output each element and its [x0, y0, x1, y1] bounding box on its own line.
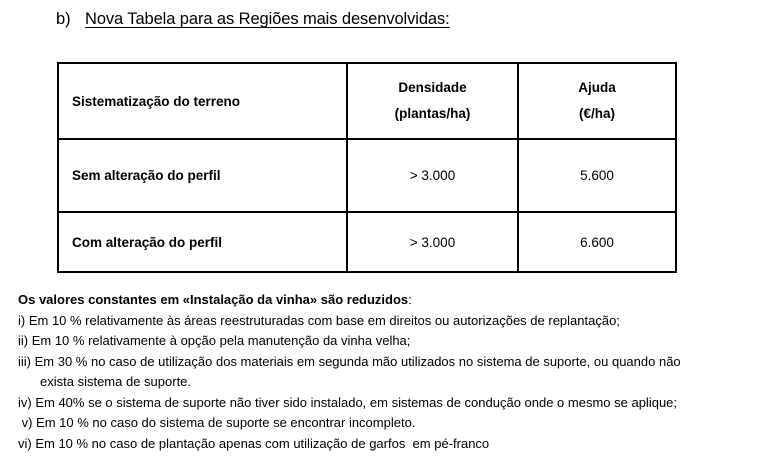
section-marker: b)	[56, 10, 71, 28]
table-row	[58, 139, 676, 212]
header-terrain-systematization	[58, 63, 347, 139]
row-density: > 3.000	[347, 139, 518, 212]
header-aid-label: Ajuda	[578, 80, 616, 95]
reduction-notes	[18, 290, 681, 454]
header-terrain-label: Sistematização do terreno	[72, 93, 241, 109]
note-item-v: v) Em 10 % no caso do sistema de suporte se encontrar incompleto.	[18, 415, 416, 430]
note-item-iv: iv) Em 40% se o sistema de suporte não tiver sido instalado, em sistemas de condução onde o mesmo se aplique;	[18, 394, 678, 410]
row-density: > 3.000	[347, 212, 518, 272]
note-item-ii: ii) Em 10 % relativamente à opção pela manutenção da vinha velha;	[18, 333, 411, 348]
table-header-row	[58, 63, 676, 139]
section-heading	[56, 10, 450, 29]
row-aid: 6.600	[518, 212, 676, 272]
header-aid	[518, 63, 676, 139]
section-title: Nova Tabela para as Regiões mais desenvolvidas:	[85, 10, 450, 28]
header-aid-unit: (€/ha)	[578, 106, 615, 121]
notes-intro-suffix: :	[408, 292, 412, 307]
row-aid: 5.600	[518, 139, 676, 212]
row-label: Com alteração do perfil	[58, 212, 347, 272]
note-item-iii: iii) Em 30 % no caso de utilização dos materiais em segunda mão utilizados no sistema de suporte, ou quando não	[18, 353, 681, 369]
note-item-vi: vi) Em 10 % no caso de plantação apenas com utilização de garfos em pé-franco	[18, 435, 490, 451]
row-label: Sem alteração do perfil	[58, 139, 347, 212]
note-item-i: i) Em 10 % relativamente às áreas reestruturadas com base em direitos ou autorizações de replantação;	[18, 312, 620, 328]
notes-intro-bold: Os valores constantes em «Instalação da vinha» são reduzidos	[18, 292, 409, 307]
notes-intro	[18, 290, 681, 311]
header-density	[347, 63, 518, 139]
aid-table	[57, 62, 677, 273]
table-row	[58, 212, 676, 272]
note-item-iii-continuation: exista sistema de suporte.	[40, 374, 192, 389]
header-density-label: Densidade	[398, 80, 467, 95]
header-density-unit: (plantas/ha)	[394, 106, 471, 121]
